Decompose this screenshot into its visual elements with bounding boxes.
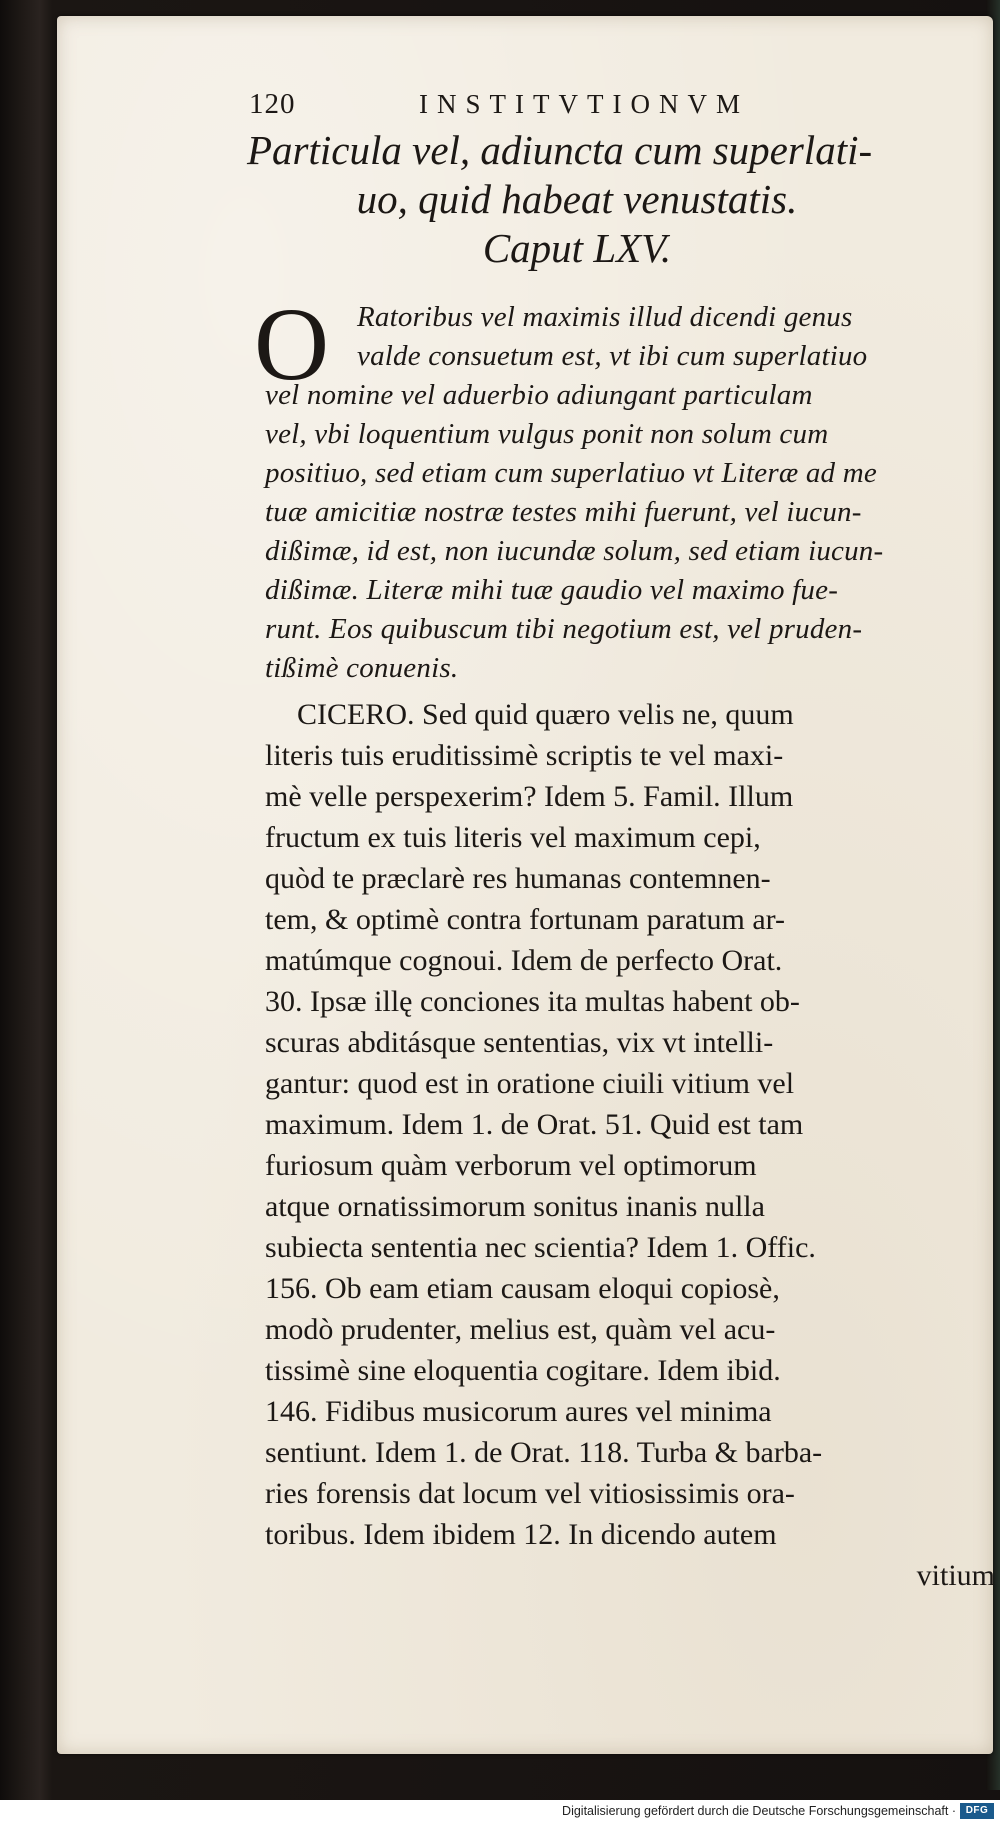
text-line: vel, vbi loquentium vulgus ponit non solum cum [265, 418, 829, 450]
text-line: ries forensis dat locum vel vitiosissimis ora- [265, 1477, 795, 1510]
text-line: atque ornatissimorum sonitus inanis nulla [265, 1190, 765, 1223]
book-page [57, 16, 993, 1754]
text-line: runt. Eos quibuscum tibi negotium est, vel pruden- [265, 613, 863, 645]
text-line: Ratoribus vel maximis illud dicendi genus [357, 301, 853, 333]
text-line: positiuo, sed etiam cum superlatiuo vt Literæ ad me [265, 457, 877, 489]
text-line: matúmque cognoui. Idem de perfecto Orat. [265, 944, 783, 977]
funding-credit: Digitalisierung gefördert durch die Deutsche Forschungsgemeinschaft · [562, 1804, 956, 1818]
text-line: tem, & optimè contra fortunam paratum ar- [265, 903, 786, 936]
text-line: tißimè conuenis. [265, 652, 459, 684]
chapter-number: Caput LXV. [482, 225, 672, 271]
italic-paragraph [265, 298, 1000, 688]
text-line: subiecta sententia nec scientia? Idem 1. Offic. [265, 1231, 816, 1264]
text-line: furiosum quàm verborum vel optimorum [265, 1149, 757, 1182]
page-number: 120 [249, 88, 296, 120]
text-line: scuras abditásque sententias, vix vt intelli- [265, 1026, 774, 1059]
dfg-logo: DFG [960, 1803, 994, 1819]
text-line: modò prudenter, melius est, quàm vel acu- [265, 1313, 776, 1346]
text-line: tissimè sine eloquentia cogitare. Idem ibid. [265, 1354, 781, 1387]
chapter-heading [187, 126, 967, 273]
text-line: 30. Ipsæ illę conciones ita multas habent ob- [265, 985, 800, 1018]
text-line: toribus. Idem ibidem 12. In dicendo autem [265, 1518, 777, 1551]
running-title: INSTITVTIONVM [419, 89, 749, 119]
drop-cap-initial: O [254, 287, 330, 402]
heading-line: uo, quid habeat venustatis. [356, 176, 798, 222]
heading-line: Particula vel, adiuncta cum superlati- [247, 127, 873, 173]
text-line: valde consuetum est, vt ibi cum superlatiuo [357, 340, 868, 372]
text-line: quòd te præclarè res humanas contemnen- [265, 862, 771, 895]
text-line: mè velle perspexerim? Idem 5. Famil. Illum [265, 780, 794, 813]
text-line: maximum. Idem 1. de Orat. 51. Quid est tam [265, 1108, 804, 1141]
text-line: fructum ex tuis literis vel maximum cepi, [265, 821, 761, 854]
text-line: gantur: quod est in oratione ciuili vitium vel [265, 1067, 795, 1100]
text-line: dißimæ. Literæ mihi tuæ gaudio vel maximo fue- [265, 574, 839, 606]
text-line: tuæ amicitiæ nostræ testes mihi fuerunt, vel iucun- [265, 496, 862, 528]
text-line: literis tuis eruditissimè scriptis te vel maxi- [265, 739, 784, 772]
text-line: CICERO. Sed quid quæro velis ne, quum [297, 698, 794, 731]
text-line: vel nomine vel aduerbio adiungant particulam [265, 379, 813, 411]
digitization-footer [0, 1800, 1000, 1822]
catchword: vitium [916, 1559, 995, 1592]
roman-paragraph [265, 694, 1000, 1596]
text-line: 146. Fidibus musicorum aures vel minima [265, 1395, 772, 1428]
text-line: 156. Ob eam etiam causam eloqui copiosè, [265, 1272, 780, 1305]
running-head [249, 84, 849, 124]
text-line: sentiunt. Idem 1. de Orat. 118. Turba & barba- [265, 1436, 823, 1469]
text-line: dißimæ, id est, non iucundæ solum, sed etiam iucun- [265, 535, 884, 567]
